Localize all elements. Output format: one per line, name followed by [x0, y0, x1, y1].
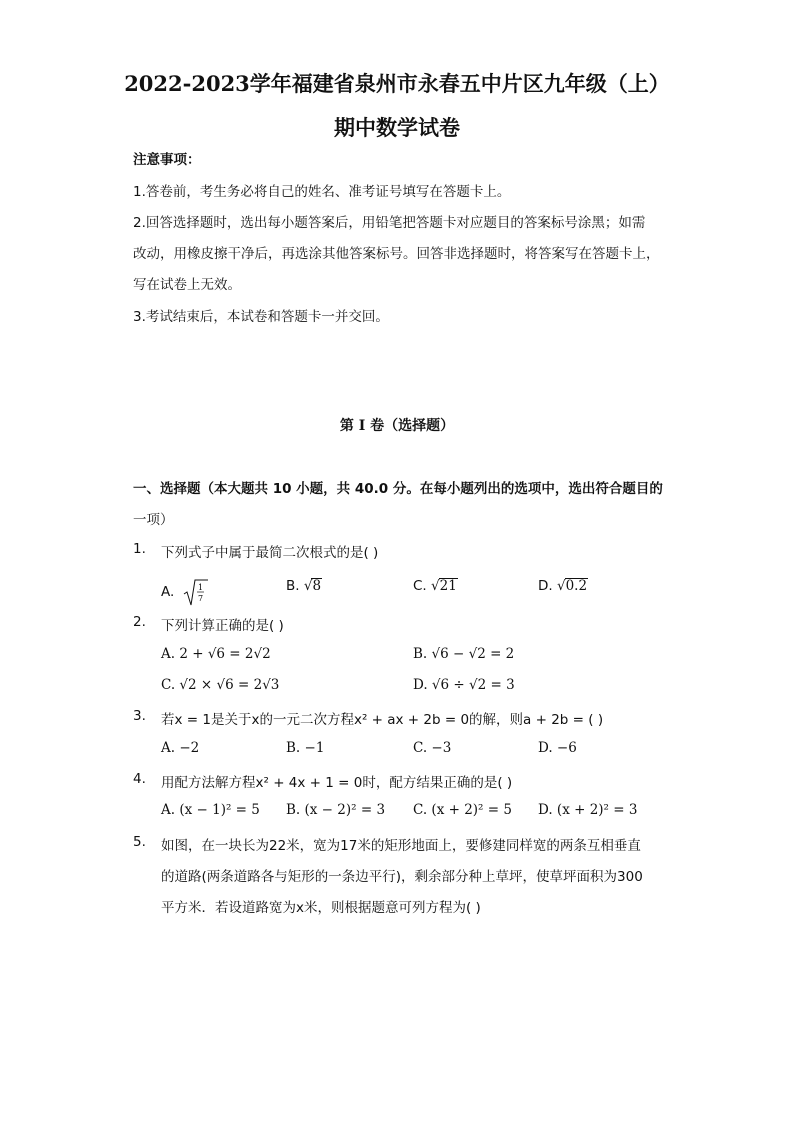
notice-item-1: 1.答卷前，考生务必将自己的姓名、准考证号填写在答题卡上。	[133, 184, 511, 200]
notice-item-2-line2: 改动，用橡皮擦干净后，再选涂其他答案标号。回答非选择题时，将答案写在答题卡上，	[133, 246, 660, 262]
question-text-line1: 如图，在一块长为22米，宽为17米的矩形地面上，要修建同样宽的两条互相垂直	[161, 838, 641, 854]
question-text: 下列计算正确的是( )	[161, 618, 284, 634]
question-text-line2: 的道路(两条道路各与矩形的一条边平行)，剩余部分种上草坪，使草坪面积为300	[161, 869, 643, 885]
option-a: A. 2 + √6 = 2√2	[161, 646, 271, 662]
option-label: A.	[161, 584, 175, 600]
option-c: C. −3	[413, 740, 452, 756]
svg-text:7: 7	[197, 594, 203, 603]
question-number: 4.	[133, 771, 146, 787]
question-text: 用配方法解方程x² + 4x + 1 = 0时，配方结果正确的是( )	[161, 775, 513, 791]
question-number: 2.	[133, 614, 146, 630]
question-number: 5.	[133, 834, 146, 850]
option-d: D. √0.2	[538, 578, 588, 594]
option-b: B. −1	[286, 740, 325, 756]
option-label: D.	[538, 578, 553, 594]
notice-item-3: 3.考试结束后，本试卷和答题卡一并交回。	[133, 309, 389, 325]
option-a: A. (x − 1)² = 5	[161, 802, 260, 818]
option-b: B. (x − 2)² = 3	[286, 802, 386, 818]
option-b: B. √6 − √2 = 2	[413, 646, 515, 662]
option-a: A. −2	[161, 740, 200, 756]
option-d: D. √6 ÷ √2 = 3	[413, 677, 515, 693]
question-1-options	[0, 572, 794, 602]
notice-item-2-line1: 2.回答选择题时，选出每小题答案后，用铅笔把答题卡对应题目的答案标号涂黑；如需	[133, 215, 646, 231]
question-text: 若x = 1是关于x的一元二次方程x² + ax + 2b = 0的解，则a + 2b = ( )	[161, 712, 604, 728]
radicand: 8	[312, 578, 322, 594]
question-number: 1.	[133, 541, 146, 557]
notice-item-2-line3: 写在试卷上无效。	[133, 277, 241, 293]
notice-heading: 注意事项：	[133, 152, 201, 168]
option-a	[161, 578, 209, 606]
option-c: C. √2 × √6 = 2√3	[161, 677, 280, 693]
svg-text:1: 1	[197, 583, 203, 592]
option-c: C. (x + 2)² = 5	[413, 802, 512, 818]
radicand: 0.2	[565, 578, 588, 594]
radicand: 21	[439, 578, 457, 594]
option-b: B. √8	[286, 578, 322, 594]
section-title: 第 I 卷（选择题）	[339, 418, 455, 434]
sqrt-one-seventh-icon	[183, 578, 209, 606]
option-c: C. √21	[413, 578, 457, 594]
part1-heading-line2: 一项）	[133, 512, 174, 528]
option-d: D. −6	[538, 740, 577, 756]
exam-title-line1: 2022-2023学年福建省泉州市永春五中片区九年级（上）	[124, 71, 670, 96]
exam-title-line2: 期中数学试卷	[334, 115, 460, 140]
question-number: 3.	[133, 708, 146, 724]
option-label: B.	[286, 578, 300, 594]
option-label: C.	[413, 578, 427, 594]
question-text: 下列式子中属于最简二次根式的是( )	[161, 545, 379, 561]
part1-heading-line1: 一、选择题（本大题共 10 小题，共 40.0 分。在每小题列出的选项中，选出符合题目的	[133, 481, 663, 497]
option-d: D. (x + 2)² = 3	[538, 802, 638, 818]
question-text-line3: 平方米．若设道路宽为x米，则根据题意可列方程为( )	[161, 900, 481, 916]
